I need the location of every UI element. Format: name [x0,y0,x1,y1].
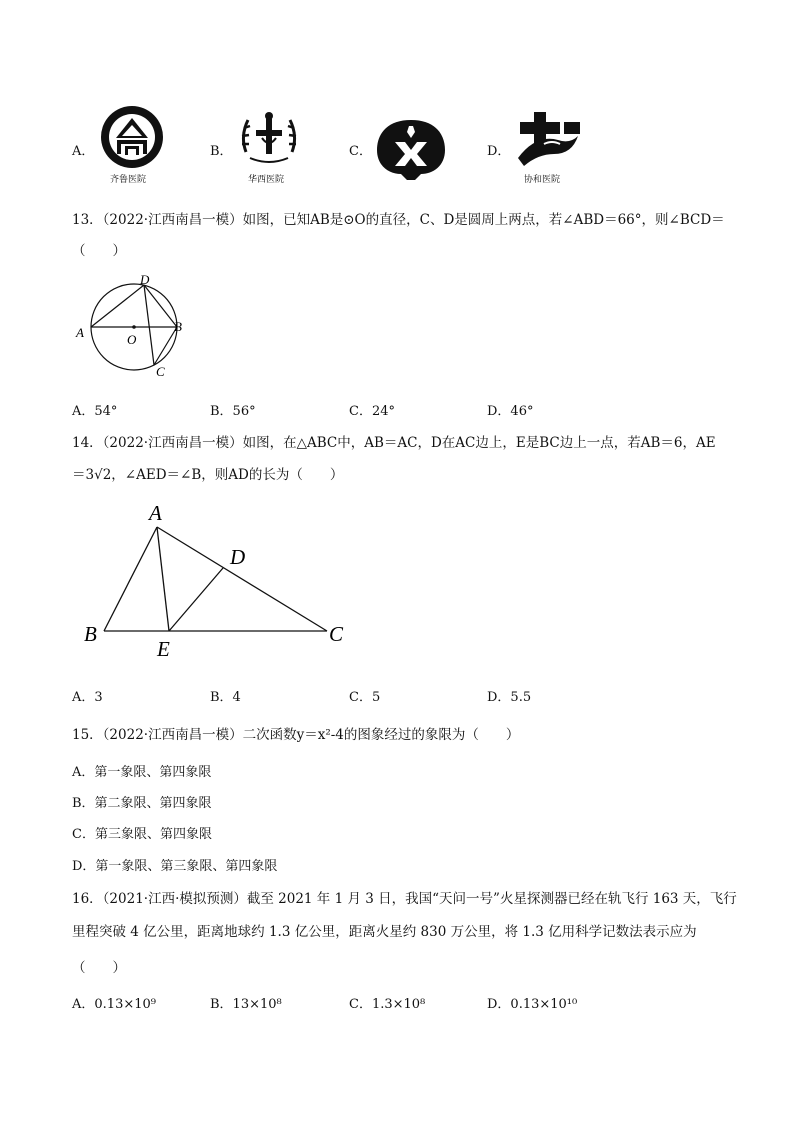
q14-option-a: A．3 [72,690,103,705]
q14-option-d: D．5.5 [487,690,532,705]
q12-option-b-letter: B． [210,144,233,159]
label-b: B [84,622,97,646]
q13-option-d: D．46° [487,404,534,419]
q14-triangle-figure [80,500,360,669]
label-d: D [230,545,246,569]
q16-option-a: A．0.13×10⁹ [72,997,156,1012]
q12-option-c-letter: C． [349,144,372,159]
q15-option-a: A．第一象限、第四象限 [72,765,212,780]
q16-stem-line1: 16．（2021·江西·模拟预测）截至 2021 年 1 月 3 日，我国“天问一号”火星探测器已经在轨飞行 163 天，飞行 [72,891,737,907]
label-c: C [156,364,165,379]
center-dot [132,325,136,329]
q15-option-d: D．第一象限、第三象限、第四象限 [72,859,278,874]
q15-stem: 15．（2022·江西南昌一模）二次函数y＝x²-4的图象经过的象限为（ ） [72,727,520,743]
q14-option-b: B．4 [210,690,241,705]
cross-badge-logo [375,118,447,184]
q16-stem-line3: （ ） [72,960,126,976]
label-d: D [140,272,150,287]
q12-option-a-letter: A． [72,144,95,159]
label-o: O [127,332,137,347]
q13-circle-figure [72,272,202,386]
q12-option-d-caption: 协和医院 [524,175,561,185]
chord-ad [91,285,144,327]
label-a: A [76,325,84,340]
label-b: B [174,319,182,334]
q16-option-b: B．13×10⁸ [210,997,282,1012]
q16-stem-line2: 里程突破 4 亿公里，距离地球约 1.3 亿公里，距离火星约 830 万公里，将 1.3 亿用科学记数法表示应为 [72,924,697,940]
xiehe-hospital-logo [514,110,584,176]
segment-ae [157,527,169,631]
q15-option-b: B．第二象限、第四象限 [72,796,212,811]
label-c: C [329,622,344,646]
q15-option-c: C．第三象限、第四象限 [72,827,212,842]
huaxi-hospital-logo [236,108,302,174]
chord-dc [144,285,154,365]
q12-option-d-letter: D． [487,144,511,159]
q13-stem-line2: （ ） [72,243,126,259]
q16-option-d: D．0.13×10¹⁰ [487,997,578,1012]
q14-stem-line2: ＝3√2，∠AED＝∠B，则AD的长为（ ） [72,467,344,483]
q13-option-b: B．56° [210,404,256,419]
side-ab [104,527,157,631]
q12-option-a-caption: 齐鲁医院 [110,175,147,185]
q14-option-c: C．5 [349,690,381,705]
qilu-hospital-logo [98,104,166,178]
q13-option-c: C．24° [349,404,395,419]
label-a: A [149,501,162,525]
segment-ed [169,568,223,631]
q14-stem-line1: 14．（2022·江西南昌一模）如图，在△ABC中，AB＝AC，D在AC边上，E是BC边上一点，若AB＝6，AE [72,435,716,451]
label-e: E [157,637,170,661]
q13-option-a: A．54° [72,404,118,419]
q16-option-c: C．1.3×10⁸ [349,997,426,1012]
q12-option-b-caption: 华西医院 [248,175,285,185]
q13-stem-line1: 13．（2022·江西南昌一模）如图，已知AB是⊙O的直径，C、D是圆周上两点，若∠ABD＝66°，则∠BCD＝ [72,212,725,228]
